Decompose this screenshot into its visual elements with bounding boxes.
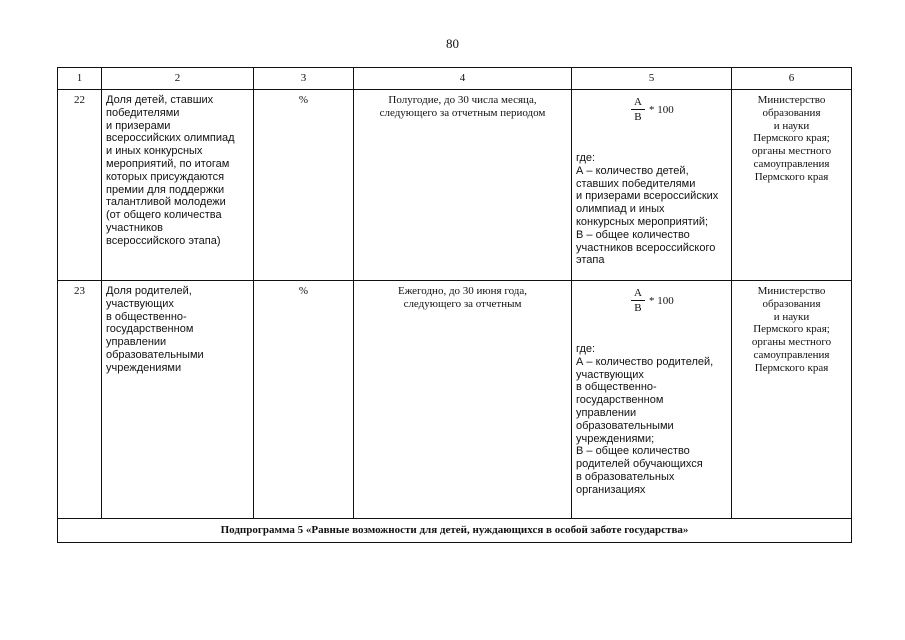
text-line: учреждениями;: [576, 432, 655, 445]
text-line: органы местного: [751, 336, 832, 349]
text-line: Министерство: [757, 285, 826, 297]
row-number: 23: [58, 281, 102, 519]
subprogram-row: [58, 519, 852, 543]
text-line: Пермского края: [754, 170, 829, 183]
text-line: Пермского края;: [753, 323, 830, 336]
text-line: родителей обучающихся: [576, 458, 703, 471]
formula: [631, 96, 674, 124]
column-header: 1: [58, 68, 102, 90]
reporting-period: [354, 90, 572, 281]
subprogram-title: Подпрограмма 5 «Равные возможности для детей, нуждающихся в особой заботе государства»: [58, 519, 852, 543]
row-number: 22: [58, 90, 102, 281]
text-line: Ежегодно, до 30 июня года,: [397, 285, 527, 297]
text-line: в образовательных: [576, 470, 675, 483]
text-line: где:: [576, 152, 596, 164]
formula: [631, 287, 674, 315]
indicator-name: [102, 281, 254, 519]
text-line: ставших победителями: [576, 177, 696, 190]
text-line: учреждениями: [106, 361, 182, 374]
formula-numerator: А: [631, 96, 645, 110]
formula-numerator: А: [631, 287, 645, 301]
text-line: образовательными: [106, 348, 204, 361]
formula-denominator: В: [634, 111, 642, 123]
text-line: Пермского края;: [753, 132, 830, 145]
text-line: следующего за отчетным: [403, 297, 522, 310]
text-line: участников: [106, 221, 164, 234]
text-line: А – количество детей,: [576, 164, 689, 177]
text-line: олимпиад и иных: [576, 203, 665, 216]
text-line: всероссийского этапа): [106, 234, 221, 247]
text-line: победителями: [106, 106, 180, 119]
column-header: 6: [732, 68, 852, 90]
text-line: А – количество родителей,: [576, 355, 714, 368]
column-header: 4: [354, 68, 572, 90]
formula-legend: [576, 152, 727, 267]
text-line: в общественно-: [106, 310, 187, 323]
text-line: и призерами всероссийских: [576, 190, 719, 203]
column-header: 5: [572, 68, 732, 90]
formula-denominator: В: [634, 302, 642, 314]
text-line: (от общего количества: [106, 209, 222, 222]
column-header: 2: [102, 68, 254, 90]
text-line: Пермского края: [754, 361, 829, 374]
column-header: 3: [254, 68, 354, 90]
text-line: органы местного: [751, 145, 832, 158]
text-line: Министерство: [757, 94, 826, 106]
text-line: Доля детей, ставших: [106, 94, 214, 106]
text-line: мероприятий, по итогам: [106, 157, 230, 170]
text-line: и иных конкурсных: [106, 145, 203, 158]
text-line: образовательными: [576, 419, 674, 432]
text-line: этапа: [576, 254, 605, 267]
responsible-body: [732, 281, 852, 519]
text-line: образования: [762, 297, 821, 310]
text-line: управлении: [106, 336, 167, 349]
page-number: 80: [446, 36, 459, 51]
text-line: конкурсных мероприятий;: [576, 215, 709, 228]
formula-multiplier: * 100: [648, 294, 674, 307]
reporting-period: [354, 281, 572, 519]
text-line: участвующих: [106, 297, 174, 310]
text-line: всероссийских олимпиад: [106, 132, 235, 145]
text-line: участников всероссийского: [576, 241, 716, 254]
text-line: организациях: [576, 483, 646, 496]
unit-of-measure: %: [254, 281, 354, 519]
text-line: самоуправления: [753, 348, 830, 361]
text-line: самоуправления: [753, 157, 830, 170]
text-line: следующего за отчетным периодом: [379, 106, 546, 119]
text-line: в общественно-: [576, 381, 657, 394]
text-line: управлении: [576, 406, 637, 419]
text-line: талантливой молодежи: [106, 196, 226, 209]
text-line: Доля родителей,: [106, 285, 192, 297]
calculation-method: [572, 281, 732, 519]
table-row: [58, 90, 852, 281]
text-line: которых присуждаются: [106, 170, 225, 183]
header-row: [58, 68, 852, 90]
table-row: [58, 281, 852, 519]
text-line: В – общее количество: [576, 228, 690, 241]
responsible-body: [732, 90, 852, 281]
text-line: и науки: [773, 310, 810, 323]
calculation-method: [572, 90, 732, 281]
formula-legend: [576, 343, 727, 497]
text-line: премии для поддержки: [106, 183, 225, 196]
indicators-table: [57, 67, 852, 543]
text-line: государственном: [576, 394, 664, 407]
text-line: образования: [762, 106, 821, 119]
text-line: и науки: [773, 119, 810, 132]
text-line: государственном: [106, 323, 194, 336]
indicator-name: [102, 90, 254, 281]
text-line: где:: [576, 343, 596, 355]
text-line: и призерами: [106, 119, 171, 132]
text-line: участвующих: [576, 368, 644, 381]
unit-of-measure: %: [254, 90, 354, 281]
formula-multiplier: * 100: [648, 103, 674, 116]
text-line: В – общее количество: [576, 445, 690, 458]
text-line: Полугодие, до 30 числа месяца,: [388, 94, 537, 106]
